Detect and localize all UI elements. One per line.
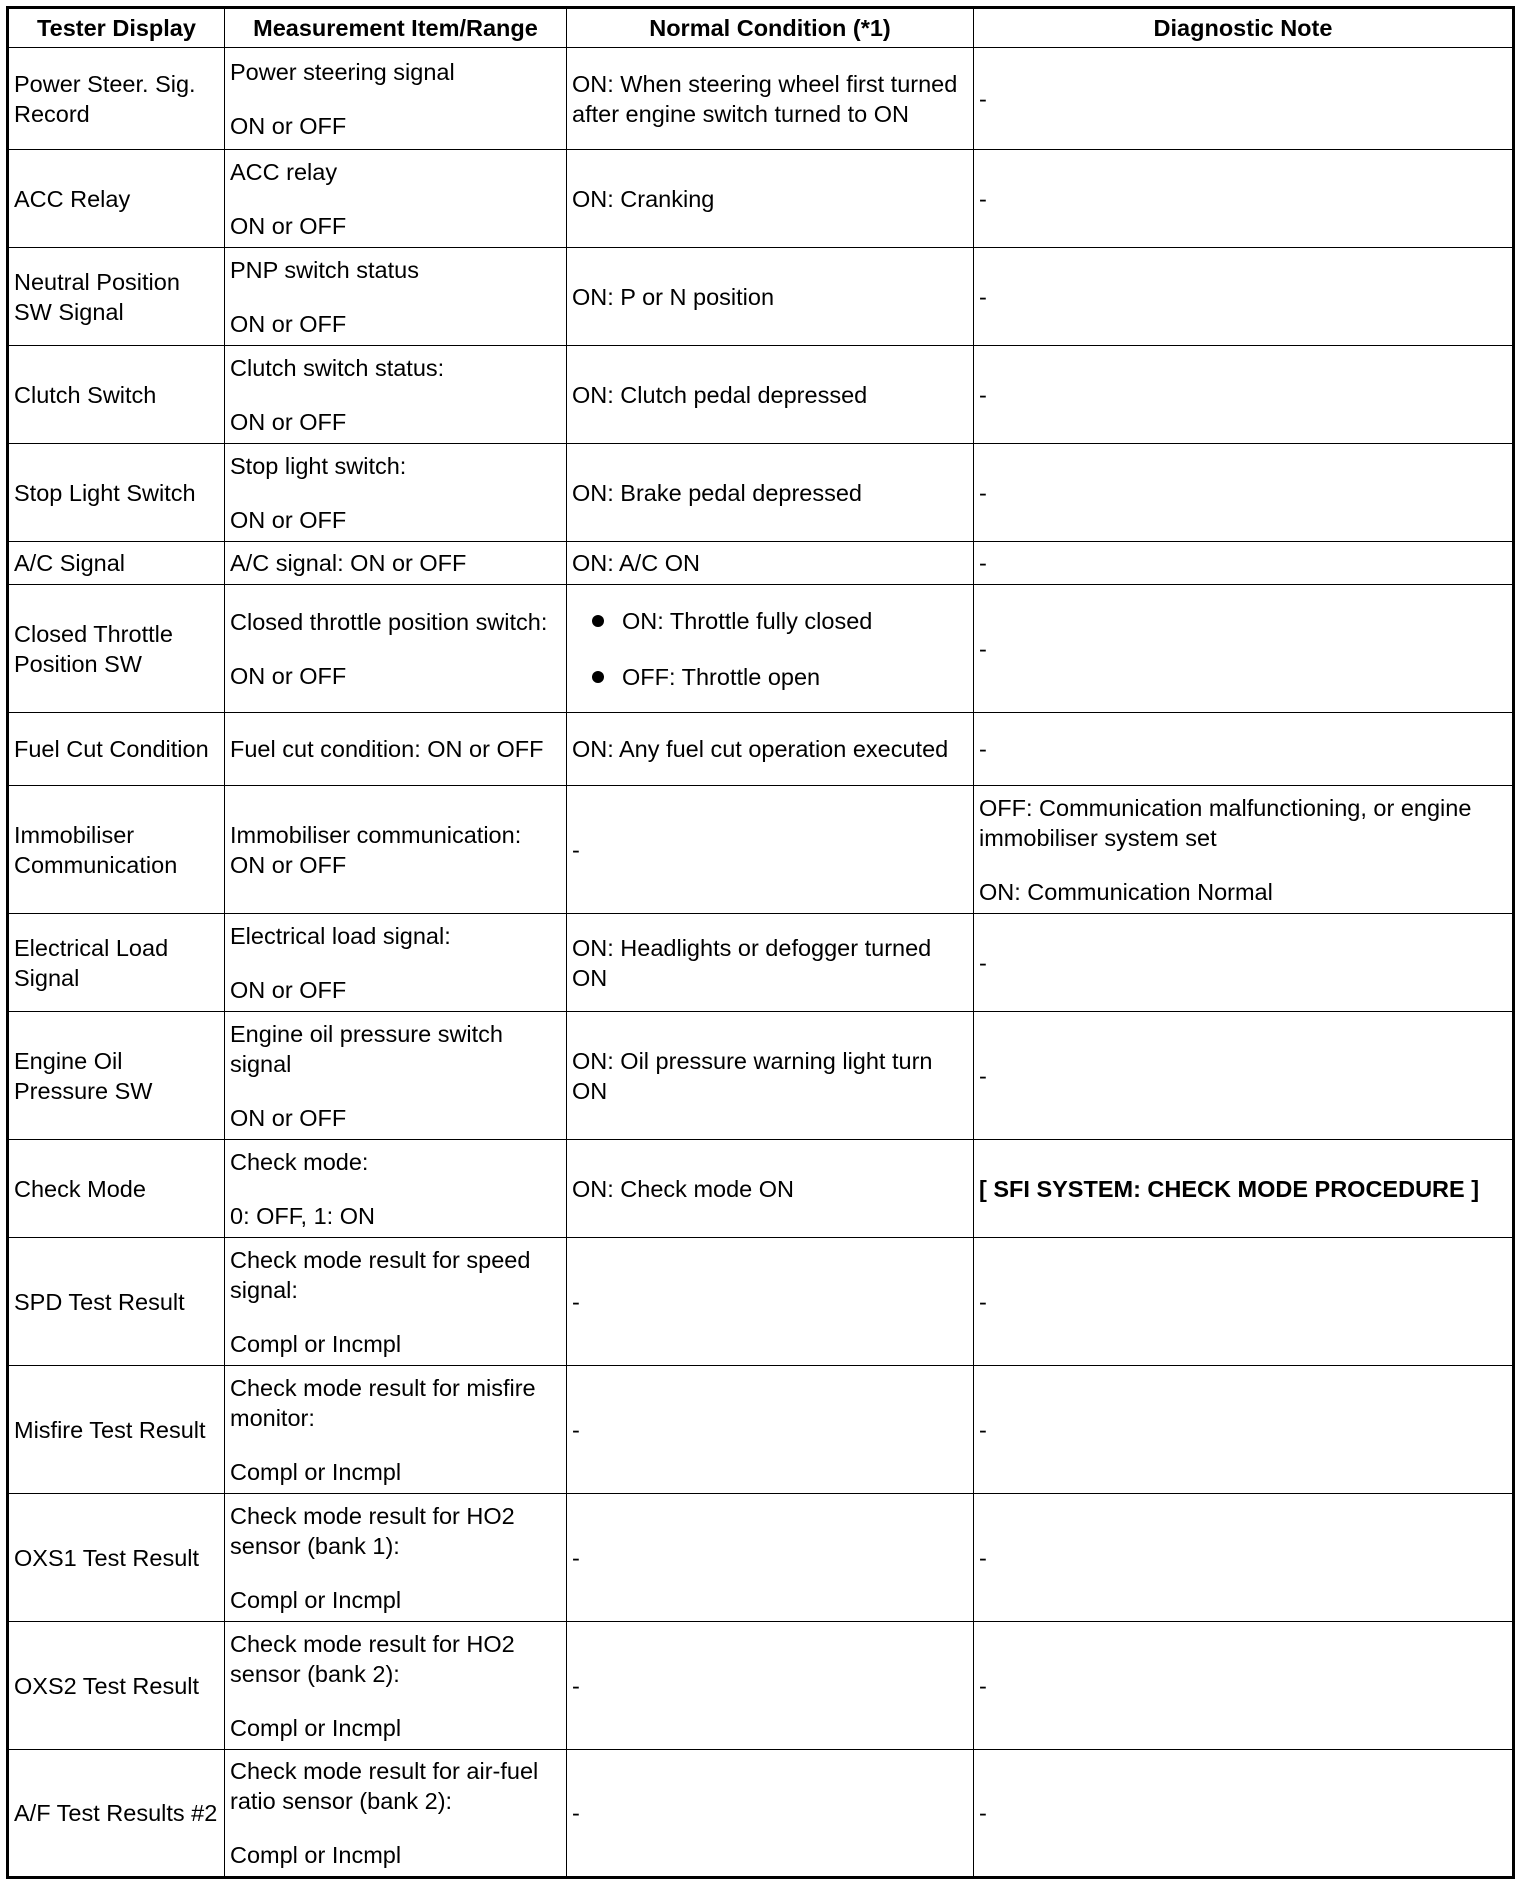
condition-bullet-list [572,606,968,692]
diagnostic-note-cell [974,1750,1514,1878]
measurement-item-cell [225,1140,567,1238]
normal-condition-cell: ON: When steering wheel first turned after engine switch turned to ON [567,48,974,150]
normal-condition-cell: ON: Brake pedal depressed [567,444,974,542]
measurement-line: Check mode result for HO2 sensor (bank 2): [230,1630,515,1687]
diagnostic-note-cell [974,1012,1514,1140]
normal-condition-cell: - [567,1238,974,1366]
diagnostic-note-cell [974,542,1514,585]
condition-bullet-item [590,662,968,692]
diagnostic-note-cell [974,713,1514,786]
header-tester-display: Tester Display [8,8,225,48]
tester-display-cell: Stop Light Switch [8,444,225,542]
document [6,6,1512,1879]
tester-display-cell: Electrical Load Signal [8,914,225,1012]
measurement-line: Compl or Incmpl [230,1586,402,1613]
measurement-line: Clutch switch status: [230,354,445,381]
diagnostic-note-cell [974,248,1514,346]
condition-bullet-item [590,606,968,636]
diagnostic-note-cell [974,914,1514,1012]
table-row [8,786,1514,914]
data-list-table [6,6,1515,1879]
tester-display-cell: Closed Throttle Position SW [8,585,225,713]
diagnostic-note-line: - [979,185,987,212]
measurement-item-cell [225,346,567,444]
measurement-line: Engine oil pressure switch signal [230,1020,503,1077]
table-row [8,713,1514,786]
diagnostic-note-line: - [979,1062,987,1089]
tester-display-cell: Fuel Cut Condition [8,713,225,786]
measurement-line: PNP switch status [230,256,419,283]
table-row [8,914,1514,1012]
measurement-item-cell [225,444,567,542]
condition-bullet-text: OFF: Throttle open [622,663,821,690]
header-measurement-item: Measurement Item/Range [225,8,567,48]
diagnostic-note-link[interactable] [974,1140,1514,1238]
normal-condition-cell: ON: Check mode ON [567,1140,974,1238]
measurement-item-cell [225,786,567,914]
measurement-line: Fuel cut condition: ON or OFF [230,736,544,762]
table-row [8,1140,1514,1238]
diagnostic-note-cell [974,346,1514,444]
measurement-line: Check mode: [230,1148,369,1175]
measurement-line: Immobiliser communication: ON or OFF [230,821,522,878]
tester-display-cell: OXS2 Test Result [8,1622,225,1750]
tester-display-cell: SPD Test Result [8,1238,225,1366]
measurement-item-cell [225,713,567,786]
measurement-line: Check mode result for HO2 sensor (bank 1): [230,1502,515,1559]
table-row [8,1366,1514,1494]
normal-condition-cell: ON: Headlights or defogger turned ON [567,914,974,1012]
diagnostic-note-cell [974,150,1514,248]
tester-display-cell: A/F Test Results #2 [8,1750,225,1878]
normal-condition-cell: ON: P or N position [567,248,974,346]
diagnostic-note-cell [974,1622,1514,1750]
tester-display-cell: Check Mode [8,1140,225,1238]
header-normal-condition: Normal Condition (*1) [567,8,974,48]
measurement-line: ON or OFF [230,408,347,435]
measurement-item-cell [225,1366,567,1494]
diagnostic-note-cell [974,444,1514,542]
tester-display-cell: ACC Relay [8,150,225,248]
diagnostic-note-line: - [979,736,987,762]
measurement-line: Compl or Incmpl [230,1458,402,1485]
measurement-line: Stop light switch: [230,452,407,479]
tester-display-cell: Engine Oil Pressure SW [8,1012,225,1140]
diagnostic-note-line: - [979,479,987,506]
measurement-line: Electrical load signal: [230,922,451,949]
tester-display-cell: Power Steer. Sig. Record [8,48,225,150]
table-row [8,150,1514,248]
tester-display-cell: OXS1 Test Result [8,1494,225,1622]
normal-condition-cell: - [567,1494,974,1622]
normal-condition-cell: - [567,786,974,914]
table-row [8,1238,1514,1366]
diagnostic-note-line: - [979,1672,987,1699]
table-row [8,346,1514,444]
diagnostic-note-line: - [979,85,987,112]
diagnostic-note-line: - [979,381,987,408]
diagnostic-note-cell [974,1238,1514,1366]
measurement-line: Check mode result for air-fuel ratio sensor (bank 2): [230,1758,539,1814]
measurement-item-cell [225,248,567,346]
measurement-line: Compl or Incmpl [230,1714,402,1741]
diagnostic-note-line: [ SFI SYSTEM: CHECK MODE PROCEDURE ] [979,1175,1480,1202]
diagnostic-note-line: ON: Communication Normal [979,878,1273,905]
normal-condition-cell: - [567,1750,974,1878]
diagnostic-note-cell [974,786,1514,914]
measurement-line: Check mode result for speed signal: [230,1246,531,1303]
tester-display-cell: Neutral Position SW Signal [8,248,225,346]
measurement-line: Compl or Incmpl [230,1842,402,1868]
measurement-item-cell [225,585,567,713]
normal-condition-cell: ON: A/C ON [567,542,974,585]
table-row [8,585,1514,713]
measurement-line: ON or OFF [230,212,347,239]
measurement-item-cell [225,150,567,248]
diagnostic-note-line: - [979,1288,987,1315]
measurement-line: ON or OFF [230,976,347,1003]
measurement-line: ON or OFF [230,506,347,533]
table-row [8,248,1514,346]
table-row [8,444,1514,542]
measurement-item-cell [225,48,567,150]
diagnostic-note-line: OFF: Communication malfunctioning, or engine immobiliser system set [979,794,1472,851]
measurement-line: A/C signal: ON or OFF [230,550,467,576]
tester-display-cell: Immobiliser Communication [8,786,225,914]
header-diagnostic-note: Diagnostic Note [974,8,1514,48]
measurement-item-cell [225,1012,567,1140]
measurement-item-cell [225,1750,567,1878]
measurement-line: ACC relay [230,158,338,185]
diagnostic-note-line: - [979,550,987,576]
diagnostic-note-cell [974,1494,1514,1622]
normal-condition-cell: ON: Oil pressure warning light turn ON [567,1012,974,1140]
measurement-item-cell [225,1622,567,1750]
measurement-line: ON or OFF [230,1104,347,1131]
tester-display-cell: Clutch Switch [8,346,225,444]
normal-condition-cell: - [567,1622,974,1750]
measurement-item-cell [225,542,567,585]
table-row [8,1012,1514,1140]
tester-display-cell: Misfire Test Result [8,1366,225,1494]
normal-condition-cell: ON: Clutch pedal depressed [567,346,974,444]
bullet-dot-icon [592,615,604,627]
measurement-line: ON or OFF [230,310,347,337]
table-row [8,1750,1514,1878]
bullet-dot-icon [592,671,604,683]
diagnostic-note-line: - [979,283,987,310]
diagnostic-note-line: - [979,1544,987,1571]
normal-condition-cell [567,585,974,713]
tester-display-cell: A/C Signal [8,542,225,585]
diagnostic-note-cell [974,585,1514,713]
measurement-line: Compl or Incmpl [230,1330,402,1357]
measurement-line: ON or OFF [230,662,347,689]
measurement-item-cell [225,1494,567,1622]
normal-condition-cell: ON: Any fuel cut operation executed [567,713,974,786]
measurement-item-cell [225,1238,567,1366]
measurement-line: Closed throttle position switch: [230,608,548,635]
diagnostic-note-line: - [979,949,987,976]
table-header-row [8,8,1514,48]
diagnostic-note-line: - [979,1416,987,1443]
table-row [8,1622,1514,1750]
diagnostic-note-line: - [979,1800,987,1826]
table-row [8,1494,1514,1622]
table-row [8,48,1514,150]
diagnostic-note-cell [974,1366,1514,1494]
diagnostic-note-line: - [979,635,987,662]
measurement-item-cell [225,914,567,1012]
normal-condition-cell: ON: Cranking [567,150,974,248]
normal-condition-cell: - [567,1366,974,1494]
measurement-line: ON or OFF [230,112,347,139]
condition-bullet-text: ON: Throttle fully closed [622,607,873,634]
diagnostic-note-cell [974,48,1514,150]
measurement-line: 0: OFF, 1: ON [230,1202,375,1229]
measurement-line: Check mode result for misfire monitor: [230,1374,536,1431]
table-row [8,542,1514,585]
measurement-line: Power steering signal [230,58,455,85]
